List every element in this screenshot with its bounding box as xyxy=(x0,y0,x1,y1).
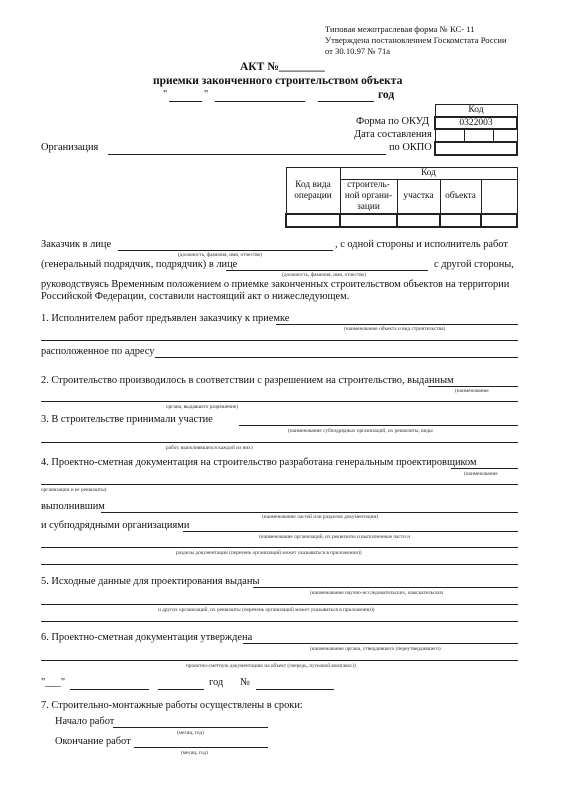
form-header-line-1: Типовая межотраслевая форма № КС- 11 xyxy=(325,24,475,34)
codes-header: Код xyxy=(435,105,517,117)
approval-number-field[interactable] xyxy=(256,689,334,690)
item-5-field-2[interactable] xyxy=(41,604,518,605)
year-field[interactable] xyxy=(318,101,374,102)
address-field[interactable] xyxy=(155,357,518,358)
end-label: Окончание работ xyxy=(55,736,131,747)
section-header: участка xyxy=(397,180,440,215)
date-year-cell[interactable] xyxy=(493,129,517,142)
approval-year-field[interactable] xyxy=(158,689,204,690)
item-4-label: 4. Проектно-сметная документация на строительство разработана генеральным проектировщиком xyxy=(41,457,477,468)
item-3-caption: (наименование субподрядных организаций, их реквизиты, виды xyxy=(288,428,433,434)
item-5-caption-2: и других организаций, их реквизиты (перечень организаций может указываться в приложении)) xyxy=(158,607,375,613)
item-1-label: 1. Исполнителем работ предъявлен заказчику к приемке xyxy=(41,313,290,324)
customer-field[interactable] xyxy=(118,250,333,251)
item-3-field[interactable] xyxy=(239,425,518,426)
item-4-field-2[interactable] xyxy=(41,484,518,485)
item-4-caption: (наименование xyxy=(464,471,498,477)
item-2-label: 2. Строительство производилось в соответствии с разрешением на строительство, выданным xyxy=(41,375,454,386)
year-label: год xyxy=(378,89,395,101)
start-field[interactable] xyxy=(113,727,268,728)
item-3-caption-2: работ, выполнявшихся каждой из них) xyxy=(166,445,253,451)
item-5-caption: (наименование научно-исследовательских, изыскательских xyxy=(310,590,444,596)
date-quote-close: " xyxy=(204,89,209,100)
end-field[interactable] xyxy=(134,747,268,748)
item-1-caption: (наименование объекта и вид строительства) xyxy=(344,326,446,332)
operation-codes-table xyxy=(285,167,518,228)
contractor-caption: (должность, фамилия, имя, отчество) xyxy=(282,272,367,278)
subcontractors-field-3[interactable] xyxy=(41,564,518,565)
section-cell[interactable] xyxy=(397,214,440,227)
date-quote-open: " xyxy=(163,89,168,100)
object-cell[interactable] xyxy=(440,214,481,227)
okpo-code-cell[interactable] xyxy=(435,142,517,155)
executed-field[interactable] xyxy=(101,512,518,513)
okud-code-cell[interactable]: 0322003 xyxy=(435,117,517,129)
construction-org-header: строитель-ной органи-зации xyxy=(340,180,397,215)
item-6-field[interactable] xyxy=(243,643,518,644)
okud-label: Форма по ОКУД xyxy=(356,116,430,127)
object-header: объекта xyxy=(440,180,481,215)
item-6-label: 6. Проектно-сметная документация утверждена xyxy=(41,632,253,643)
date-month-cell[interactable] xyxy=(464,129,493,142)
extra-header xyxy=(481,180,517,215)
contractor-field[interactable] xyxy=(226,270,428,271)
start-label: Начало работ xyxy=(55,716,115,727)
subcontractors-label: и субподрядными организациями xyxy=(41,520,190,531)
item-7-label: 7. Строительно-монтажные работы осуществлены в сроки: xyxy=(41,700,303,711)
codes-table xyxy=(434,104,518,156)
item-2-field[interactable] xyxy=(428,386,518,387)
month-field[interactable] xyxy=(215,101,305,102)
address-label: расположенное по адресу xyxy=(41,346,155,357)
item-3-field-2[interactable] xyxy=(41,442,518,443)
item-4-field[interactable] xyxy=(451,468,518,469)
approval-year-label: год xyxy=(209,677,224,688)
construction-org-cell[interactable] xyxy=(340,214,397,227)
start-caption: (месяц, год) xyxy=(177,730,204,736)
contractor-label: (генеральный подрядчик, подрядчик) в лице xyxy=(41,259,238,270)
organization-label: Организация xyxy=(41,142,99,153)
item-1-object-field-2[interactable] xyxy=(41,340,518,341)
form-header-line-2: Утверждена постановлением Госкомстата России xyxy=(325,35,507,45)
executed-caption: (наименование частей или разделов документации) xyxy=(262,514,379,520)
act-title: АКТ №________ xyxy=(240,61,325,73)
customer-tail: , с одной стороны и исполнитель работ xyxy=(335,239,508,250)
subcontractors-field-2[interactable] xyxy=(41,547,518,548)
item-3-label: 3. В строительстве принимали участие xyxy=(41,414,213,425)
extra-cell[interactable] xyxy=(481,214,517,227)
approval-number-label: № xyxy=(240,677,250,688)
act-subtitle: приемки законченного строительством объекта xyxy=(153,75,403,87)
approval-day[interactable]: "___" xyxy=(41,677,66,688)
intro-paragraph-2: Российской Федерации, составили настоящий акт о нижеследующем. xyxy=(41,291,350,302)
item-2-caption-2: органа, выдавшего разрешение) xyxy=(166,404,239,410)
executed-label: выполнившим xyxy=(41,501,105,512)
ops-kod-header: Код xyxy=(340,168,517,180)
item-2-field-2[interactable] xyxy=(41,401,518,402)
item-5-label: 5. Исходные данные для проектирования выданы xyxy=(41,576,260,587)
intro-paragraph-1: руководствуясь Временным положением о приемке законченных строительством объектов на территории xyxy=(41,279,510,290)
op-type-cell[interactable] xyxy=(286,214,340,227)
item-4-caption-2: организации и ее реквизиты) xyxy=(41,487,107,493)
organization-field[interactable] xyxy=(108,154,386,155)
customer-label: Заказчик в лице xyxy=(41,239,112,250)
item-6-field-2[interactable] xyxy=(41,660,518,661)
subcontractors-caption-2: разделы документации (перечень организаций может указываться в приложении)) xyxy=(176,550,362,556)
subcontractors-field[interactable] xyxy=(183,531,518,532)
date-day-cell[interactable] xyxy=(435,129,464,142)
customer-caption: (должность, фамилия, имя, отчество) xyxy=(178,252,263,258)
subcontractors-caption: (наименование организаций, их реквизиты и выполненные части и xyxy=(259,534,411,540)
item-6-caption-2: проектно-сметную документацию на объект (очередь, пусковой комплекс)) xyxy=(186,663,356,669)
approval-month-field[interactable] xyxy=(70,689,149,690)
date-label: Дата составления xyxy=(354,129,432,140)
op-type-header: Код вида операции xyxy=(286,168,340,215)
item-1-object-field[interactable] xyxy=(276,324,518,325)
item-2-caption: (наименование xyxy=(455,388,489,394)
contractor-tail: с другой стороны, xyxy=(434,259,514,270)
item-6-caption: (наименование органа, утвердившего (переутвердившего) xyxy=(310,646,441,652)
item-5-field[interactable] xyxy=(253,587,518,588)
day-field[interactable] xyxy=(169,101,202,102)
okpo-label: по ОКПО xyxy=(389,142,432,153)
form-header-line-3: от 30.10.97 № 71а xyxy=(325,46,391,56)
end-caption: (месяц, год) xyxy=(181,750,208,756)
item-5-field-3[interactable] xyxy=(41,621,518,622)
